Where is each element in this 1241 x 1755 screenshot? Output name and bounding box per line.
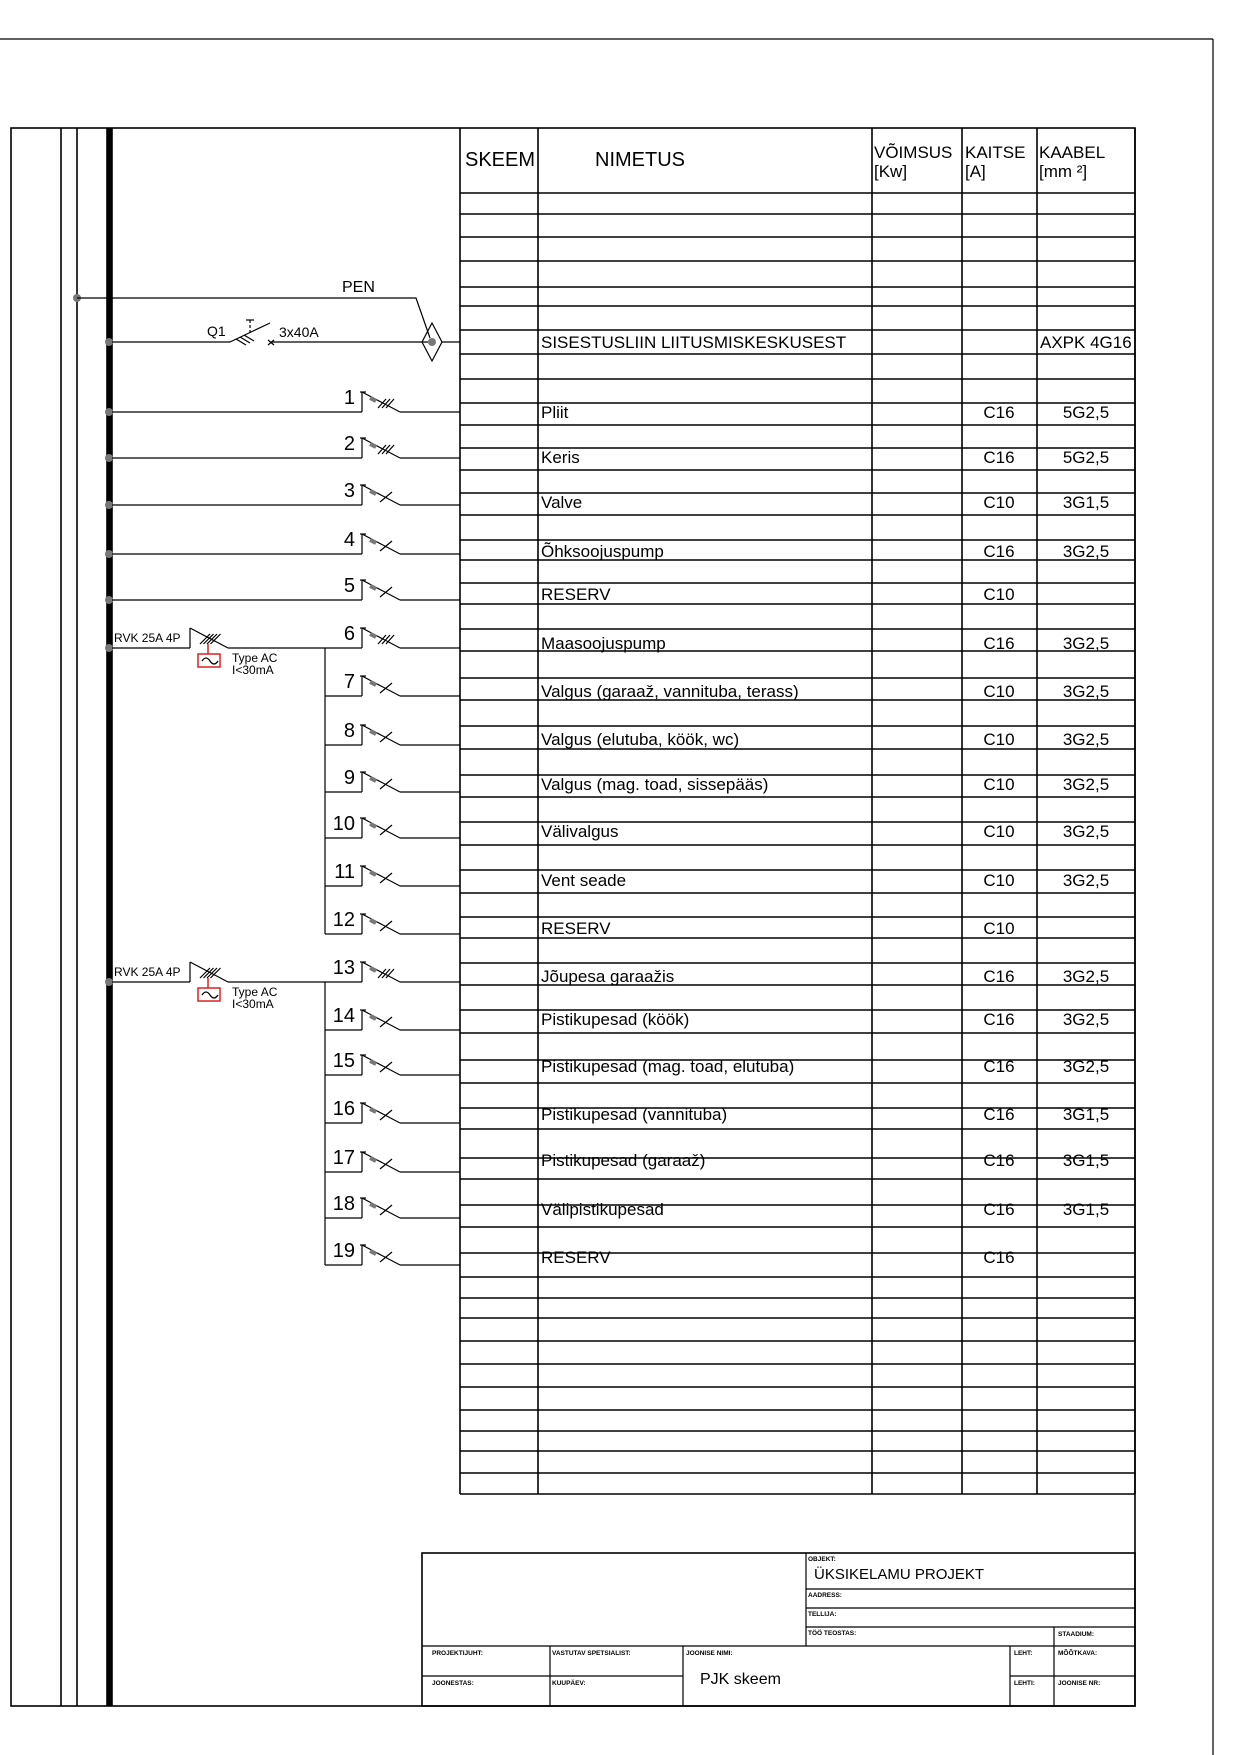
page-frame bbox=[0, 39, 1213, 1755]
circuit-number: 8 bbox=[343, 720, 355, 742]
table-row bbox=[541, 871, 1109, 890]
circuit-14 bbox=[325, 1005, 460, 1030]
circuit-number: 1 bbox=[343, 387, 355, 409]
circuit-breaker-icon bbox=[360, 962, 400, 982]
rcd-group-1 bbox=[105, 628, 325, 934]
table-row bbox=[541, 634, 1109, 653]
cell-nimetus: Valve bbox=[541, 493, 583, 512]
table-row bbox=[541, 1010, 1109, 1029]
table-row bbox=[541, 919, 1015, 938]
circuit-1 bbox=[105, 387, 460, 416]
cell-kaabel: 3G1,5 bbox=[1062, 493, 1110, 512]
header-voimsus-unit: [Kw] bbox=[874, 162, 908, 181]
rcd-sensitivity: I<30mA bbox=[232, 663, 274, 677]
cell-nimetus: Õhksoojuspump bbox=[541, 542, 664, 561]
circuit-number: 19 bbox=[332, 1240, 355, 1262]
cell-nimetus: Välipistikupesad bbox=[541, 1200, 664, 1219]
cell-nimetus: RESERV bbox=[541, 1248, 611, 1267]
circuit-12 bbox=[325, 909, 460, 934]
main-breaker-name: Q1 bbox=[207, 323, 226, 339]
main-busbar bbox=[107, 128, 112, 1706]
circuit-number: 11 bbox=[334, 861, 355, 883]
cell-nimetus: Valgus (elutuba, köök, wc) bbox=[541, 730, 740, 749]
cell-nimetus: Pistikupesad (vannituba) bbox=[541, 1105, 728, 1124]
cell-nimetus: RESERV bbox=[541, 585, 611, 604]
main-breaker-node bbox=[105, 338, 113, 346]
cell-nimetus: Keris bbox=[541, 448, 580, 467]
circuit-breaker-icon bbox=[360, 1152, 400, 1172]
cell-kaitse: C10 bbox=[983, 822, 1015, 841]
circuit-number: 13 bbox=[332, 957, 355, 979]
cell-kaitse: C16 bbox=[983, 1200, 1015, 1219]
table-header bbox=[465, 143, 1105, 181]
too-teostas-label: TÖÖ TEOSTAS: bbox=[808, 1630, 857, 1637]
rcd-groups bbox=[105, 628, 325, 1265]
cell-kaitse: C16 bbox=[983, 1105, 1015, 1124]
table-row bbox=[541, 730, 1109, 749]
rcd-label: RVK 25A 4P bbox=[114, 965, 181, 979]
cell-kaabel: 3G1,5 bbox=[1062, 1151, 1110, 1170]
header-kaitse-unit: [A] bbox=[965, 162, 986, 181]
circuit-number: 6 bbox=[343, 623, 355, 645]
cell-kaitse: C16 bbox=[983, 1248, 1015, 1267]
circuit-6 bbox=[325, 623, 460, 648]
table-row bbox=[541, 682, 1109, 701]
main-breaker-rating: 3x40A bbox=[279, 324, 319, 340]
cell-nimetus: Pistikupesad (mag. toad, elutuba) bbox=[541, 1057, 795, 1076]
cell-nimetus: Valgus (garaaž, vannituba, terass) bbox=[541, 682, 799, 701]
circuit-breaker-icon bbox=[360, 866, 400, 886]
joonise-nimi-value: PJK skeem bbox=[700, 1671, 781, 1688]
busbar-node bbox=[105, 644, 113, 652]
circuit-19 bbox=[325, 1240, 460, 1265]
circuit-table-rows bbox=[541, 333, 1132, 1267]
header-voimsus: VÕIMSUS bbox=[874, 143, 953, 162]
circuit-breaker-icon bbox=[360, 534, 400, 554]
header-kaitse: KAITSE bbox=[965, 143, 1026, 162]
circuit-9 bbox=[325, 767, 460, 792]
kuupaev-label: KUUPÄEV: bbox=[552, 1680, 586, 1687]
pen-conductor bbox=[77, 298, 430, 338]
circuit-number: 14 bbox=[332, 1005, 355, 1027]
circuit-breaker-icon bbox=[360, 392, 400, 412]
cell-kaabel: 3G2,5 bbox=[1062, 1010, 1110, 1029]
cell-kaitse: C16 bbox=[983, 448, 1015, 467]
cell-nimetus: Välivalgus bbox=[541, 822, 619, 841]
table-row bbox=[541, 775, 1109, 794]
circuit-breaker-icon bbox=[360, 1010, 400, 1030]
circuit-breakers bbox=[105, 387, 460, 1265]
cell-kaabel: 5G2,5 bbox=[1062, 448, 1110, 467]
cell-kaabel: 3G2,5 bbox=[1062, 1057, 1110, 1076]
table-row bbox=[541, 542, 1109, 561]
cell-nimetus: Valgus (mag. toad, sissepääs) bbox=[541, 775, 769, 794]
cell-kaitse: C16 bbox=[983, 403, 1015, 422]
circuit-breaker-icon bbox=[360, 1198, 400, 1218]
objekt-value: ÜKSIKELAMU PROJEKT bbox=[814, 1566, 985, 1583]
cell-kaitse: C16 bbox=[983, 634, 1015, 653]
rcd-type: Type AC bbox=[232, 651, 278, 665]
lehti-label: LEHTI: bbox=[1014, 1680, 1035, 1687]
busbar-node bbox=[105, 501, 113, 509]
cell-kaabel: 3G1,5 bbox=[1062, 1105, 1110, 1124]
circuit-breaker-icon bbox=[360, 1055, 400, 1075]
cell-kaabel: 3G2,5 bbox=[1062, 682, 1110, 701]
cell-nimetus: Maasoojuspump bbox=[541, 634, 666, 653]
circuit-number: 10 bbox=[332, 813, 355, 835]
cell-nimetus: Vent seade bbox=[541, 871, 627, 890]
circuit-8 bbox=[325, 720, 460, 745]
cell-kaitse: C10 bbox=[983, 493, 1015, 512]
circuit-3 bbox=[105, 480, 460, 509]
header-nimetus: NIMETUS bbox=[595, 149, 685, 171]
circuit-4 bbox=[105, 529, 460, 558]
table-row bbox=[541, 967, 1109, 986]
circuit-breaker-icon bbox=[360, 914, 400, 934]
cell-nimetus: RESERV bbox=[541, 919, 611, 938]
circuit-number: 3 bbox=[343, 480, 355, 502]
cell-nimetus: Jõupesa garaažis bbox=[541, 967, 675, 986]
circuit-number: 4 bbox=[343, 529, 355, 551]
circuit-number: 2 bbox=[343, 433, 355, 455]
table-row bbox=[541, 1248, 1015, 1267]
cell-kaitse: C16 bbox=[983, 1010, 1015, 1029]
circuit-number: 7 bbox=[343, 671, 355, 693]
joonestas-label: JOONESTAS: bbox=[432, 1680, 474, 1687]
table-row bbox=[541, 585, 1015, 604]
pen-label: PEN bbox=[342, 279, 375, 296]
busbar-node bbox=[105, 550, 113, 558]
cell-kaabel: 3G1,5 bbox=[1062, 1200, 1110, 1219]
circuit-breaker-icon bbox=[360, 1245, 400, 1265]
cell-nimetus: Pistikupesad (köök) bbox=[541, 1010, 690, 1029]
circuit-number: 16 bbox=[332, 1098, 355, 1120]
objekt-label: OBJEKT: bbox=[808, 1556, 836, 1563]
cell-kaitse: C10 bbox=[983, 919, 1015, 938]
cell-kaitse: C16 bbox=[983, 542, 1015, 561]
aadress-label: AADRESS: bbox=[808, 1592, 842, 1599]
rcd-type: Type AC bbox=[232, 985, 278, 999]
cell-kaabel: AXPK 4G16 bbox=[1040, 333, 1132, 352]
circuit-2 bbox=[105, 433, 460, 462]
mootkava-label: MÕÕTKAVA: bbox=[1058, 1650, 1098, 1657]
circuit-10 bbox=[325, 813, 460, 838]
main-breaker-q1-icon bbox=[230, 320, 274, 345]
table-row bbox=[541, 403, 1109, 422]
rcd-sensitivity: I<30mA bbox=[232, 997, 274, 1011]
circuit-breaker-icon bbox=[360, 818, 400, 838]
projektijuht-label: PROJEKTIJUHT: bbox=[432, 1650, 483, 1657]
cell-kaabel: 3G2,5 bbox=[1062, 542, 1110, 561]
cell-kaabel: 3G2,5 bbox=[1062, 775, 1110, 794]
cell-kaabel: 3G2,5 bbox=[1062, 634, 1110, 653]
rcd-label: RVK 25A 4P bbox=[114, 631, 181, 645]
incoming-supply bbox=[73, 279, 460, 361]
busbar-node bbox=[105, 454, 113, 462]
table-row bbox=[541, 1151, 1109, 1170]
vastutav-label: VASTUTAV SPETSIALIST: bbox=[552, 1650, 631, 1657]
joonise-nimi-label: JOONISE NIMI: bbox=[686, 1650, 733, 1657]
busbar-node bbox=[105, 596, 113, 604]
circuit-11 bbox=[325, 861, 460, 886]
circuit-breaker-icon bbox=[360, 676, 400, 696]
cell-kaabel: 5G2,5 bbox=[1062, 403, 1110, 422]
circuit-5 bbox=[105, 575, 460, 604]
cell-kaitse: C10 bbox=[983, 585, 1015, 604]
leht-label: LEHT: bbox=[1014, 1650, 1033, 1657]
circuit-number: 9 bbox=[343, 767, 355, 789]
circuit-number: 5 bbox=[343, 575, 355, 597]
circuit-breaker-icon bbox=[360, 580, 400, 600]
table-row bbox=[541, 333, 1132, 352]
circuit-number: 12 bbox=[332, 909, 355, 931]
header-skeem: SKEEM bbox=[465, 149, 536, 171]
circuit-7 bbox=[325, 671, 460, 696]
header-kaabel: KAABEL bbox=[1039, 143, 1106, 162]
cell-kaitse: C10 bbox=[983, 682, 1015, 701]
joonise-nr-label: JOONISE NR: bbox=[1058, 1680, 1101, 1687]
cell-kaitse: C10 bbox=[983, 775, 1015, 794]
cell-kaitse: C16 bbox=[983, 967, 1015, 986]
header-kaabel-unit: [mm ²] bbox=[1039, 162, 1088, 181]
circuit-number: 15 bbox=[332, 1050, 355, 1072]
table-row bbox=[541, 822, 1109, 841]
circuit-number: 18 bbox=[332, 1193, 355, 1215]
circuit-breaker-icon bbox=[360, 772, 400, 792]
cell-nimetus: Pliit bbox=[541, 403, 569, 422]
title-block bbox=[422, 1553, 1135, 1706]
cell-kaitse: C16 bbox=[983, 1057, 1015, 1076]
circuit-number: 17 bbox=[332, 1147, 355, 1169]
rcd-group-2 bbox=[105, 962, 325, 1265]
table-row bbox=[541, 448, 1109, 467]
cell-kaitse: C16 bbox=[983, 1151, 1015, 1170]
busbar-node bbox=[105, 408, 113, 416]
cell-kaabel: 3G2,5 bbox=[1062, 871, 1110, 890]
cell-kaabel: 3G2,5 bbox=[1062, 967, 1110, 986]
circuit-16 bbox=[325, 1098, 460, 1123]
circuit-18 bbox=[325, 1193, 460, 1218]
circuit-breaker-icon bbox=[360, 485, 400, 505]
cell-kaabel: 3G2,5 bbox=[1062, 730, 1110, 749]
circuit-13 bbox=[325, 957, 460, 982]
table-row bbox=[541, 493, 1109, 512]
table-row bbox=[541, 1200, 1109, 1219]
circuit-breaker-icon bbox=[360, 1103, 400, 1123]
staadium-label: STAADIUM: bbox=[1058, 1631, 1094, 1638]
cell-kaitse: C10 bbox=[983, 730, 1015, 749]
cell-nimetus: Pistikupesad (garaaž) bbox=[541, 1151, 706, 1170]
circuit-15 bbox=[325, 1050, 460, 1075]
cell-kaabel: 3G2,5 bbox=[1062, 822, 1110, 841]
cell-kaitse: C10 bbox=[983, 871, 1015, 890]
circuit-breaker-icon bbox=[360, 725, 400, 745]
circuit-breaker-icon bbox=[360, 628, 400, 648]
circuit-breaker-icon bbox=[360, 438, 400, 458]
cell-nimetus: SISESTUSLIIN LIITUSMISKESKUSEST bbox=[541, 333, 847, 352]
circuit-17 bbox=[325, 1147, 460, 1172]
tellija-label: TELLIJA: bbox=[808, 1611, 837, 1618]
busbar-node bbox=[105, 978, 113, 986]
